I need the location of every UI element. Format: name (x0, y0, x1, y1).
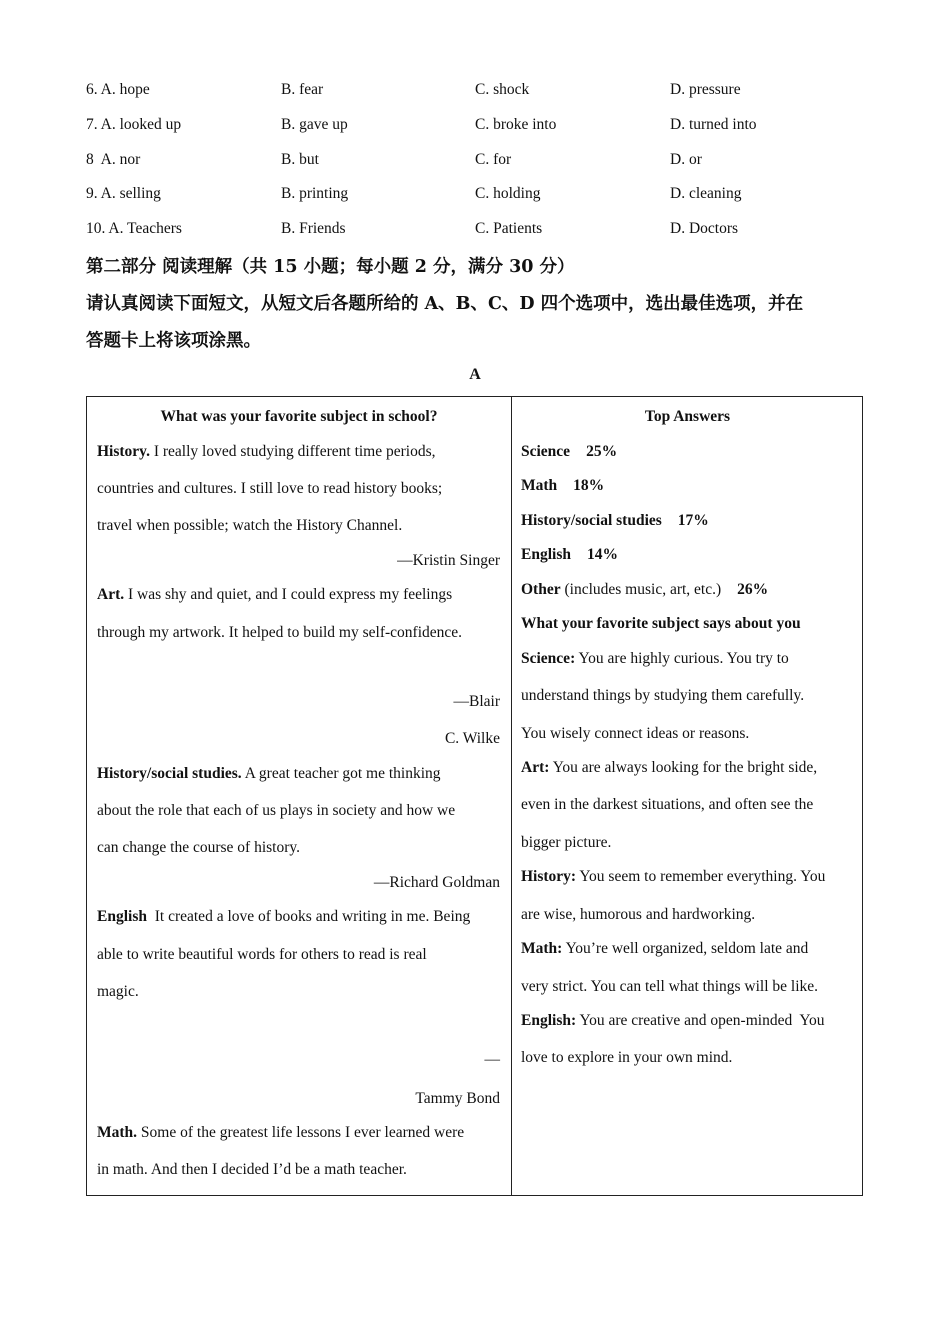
option-8-a: 8 A. nor (86, 151, 141, 168)
social-author: —Richard Goldman (373, 874, 500, 891)
math-text-2: in math. And then I decided I’d be a math teacher. (97, 1161, 407, 1178)
says-header: What your favorite subject says about you (521, 615, 801, 632)
passage-table (86, 396, 863, 1196)
section-instruction-line2: 答题卡上将该项涂黑。 (86, 331, 261, 351)
option-6-a: 6. A. hope (86, 81, 150, 98)
english-text-1: It created a love of books and writing in me. Being (146, 908, 471, 925)
math-says-text-1: You’re well organized, seldom late and (562, 940, 809, 957)
art-says-line-1 (521, 759, 817, 777)
option-8-c: C. for (475, 151, 512, 168)
science-says-text-1: You are highly curious. You try to (575, 650, 789, 667)
option-10-b: B. Friends (281, 220, 346, 237)
social-text-2: about the role that each of us plays in society and how we (97, 802, 456, 819)
social-text-1: A great teacher got me thinking (241, 765, 441, 782)
option-10-d: D. Doctors (670, 220, 739, 237)
option-9-c: C. holding (475, 185, 541, 202)
option-9-a: 9. A. selling (86, 185, 161, 202)
english-text-3: magic. (97, 983, 139, 1000)
option-6-b: B. fear (281, 81, 324, 98)
social-text-3: can change the course of history. (97, 839, 300, 856)
stat-other-label: Other (521, 581, 561, 598)
option-8-b: B. but (281, 151, 319, 168)
stat-other-pct: 26% (737, 581, 769, 598)
english-says-text-1: You are creative and open-minded You (576, 1012, 825, 1029)
english-says-label: English: (521, 1012, 577, 1029)
option-6-c: C. shock (475, 81, 530, 98)
art-text-2: through my artwork. It helped to build my self-confidence. (97, 624, 463, 641)
history-says-line-1 (521, 868, 825, 886)
stat-history (521, 512, 709, 530)
stat-other-note: (includes music, art, etc.) (560, 581, 722, 598)
option-row-9 (86, 185, 866, 207)
english-author-line-2: Tammy Bond (415, 1090, 500, 1107)
history-text-3: travel when possible; watch the History Channel. (97, 517, 403, 534)
art-label: Art. (97, 586, 125, 603)
option-10-a: 10. A. Teachers (86, 220, 182, 237)
option-9-d: D. cleaning (670, 185, 742, 202)
option-row-7 (86, 116, 866, 138)
stat-science-pct: 25% (586, 443, 618, 460)
stat-math-pct: 18% (573, 477, 605, 494)
art-author-line-2: C. Wilke (444, 730, 500, 747)
history-says-text-1: You seem to remember everything. You (576, 868, 826, 885)
stat-english-pct: 14% (586, 546, 618, 563)
option-row-8 (86, 151, 866, 173)
option-7-a: 7. A. looked up (86, 116, 182, 133)
math-says-text-2: very strict. You can tell what things will be like. (521, 978, 819, 995)
science-says-label: Science: (521, 650, 576, 667)
english-label: English (97, 908, 147, 925)
history-author: —Kristin Singer (397, 552, 500, 569)
science-says-line-1 (521, 650, 789, 668)
option-row-6 (86, 81, 866, 103)
history-label: History. (97, 443, 150, 460)
math-label: Math. (97, 1124, 138, 1141)
english-says-text-2: love to explore in your own mind. (521, 1049, 733, 1066)
stat-english-label: English (521, 546, 571, 563)
stat-math (521, 477, 604, 495)
art-text-1: I was shy and quiet, and I could express my feelings (124, 586, 453, 603)
social-label: History/social studies. (97, 765, 242, 782)
art-says-text-1: You are always looking for the bright side, (549, 759, 818, 776)
option-row-10 (86, 220, 866, 242)
science-says-text-2: understand things by studying them carefully. (521, 687, 805, 704)
stat-english (521, 546, 618, 564)
math-says-line-1 (521, 940, 808, 958)
stat-science-label: Science (521, 443, 571, 460)
stat-history-pct: 17% (677, 512, 709, 529)
english-says-line-1 (521, 1012, 825, 1030)
history-line-1 (97, 443, 436, 461)
stat-math-label: Math (521, 477, 558, 494)
section-instruction-line1: 请认真阅读下面短文，从短文后各题所给的 A、B、C、D 四个选项中，选出最佳选项，并在 (86, 294, 804, 314)
science-says-text-3: You wisely connect ideas or reasons. (521, 725, 750, 742)
history-text-1: I really loved studying different time periods, (149, 443, 436, 460)
history-says-label: History: (521, 868, 577, 885)
stat-science (521, 443, 617, 461)
stat-other (521, 581, 768, 599)
left-column-header: What was your favorite subject in school? (160, 408, 438, 425)
art-line-1 (97, 586, 452, 604)
passage-label: A (469, 366, 481, 383)
table-divider (511, 397, 512, 1195)
section-title: 第二部分 阅读理解（共 15 小题；每小题 2 分，满分 30 分） (86, 257, 575, 277)
right-column-header: Top Answers (644, 408, 731, 425)
history-text-2: countries and cultures. I still love to read history books; (97, 480, 443, 497)
art-author-line-1: —Blair (453, 693, 500, 710)
art-says-text-2: even in the darkest situations, and often see the (521, 796, 814, 813)
math-says-label: Math: (521, 940, 563, 957)
english-author-line-1: — (484, 1051, 500, 1068)
option-8-d: D. or (670, 151, 702, 168)
option-7-c: C. broke into (475, 116, 557, 133)
option-9-b: B. printing (281, 185, 349, 202)
option-10-c: C. Patients (475, 220, 543, 237)
social-line-1 (97, 765, 441, 783)
history-says-text-2: are wise, humorous and hardworking. (521, 906, 756, 923)
english-line-1 (97, 908, 470, 926)
art-says-text-3: bigger picture. (521, 834, 612, 851)
art-says-label: Art: (521, 759, 550, 776)
english-text-2: able to write beautiful words for others to read is real (97, 946, 427, 963)
math-text-1: Some of the greatest life lessons I ever learned were (137, 1124, 465, 1141)
option-6-d: D. pressure (670, 81, 741, 98)
stat-history-label: History/social studies (521, 512, 662, 529)
math-line-1 (97, 1124, 464, 1142)
option-7-d: D. turned into (670, 116, 757, 133)
option-7-b: B. gave up (281, 116, 348, 133)
